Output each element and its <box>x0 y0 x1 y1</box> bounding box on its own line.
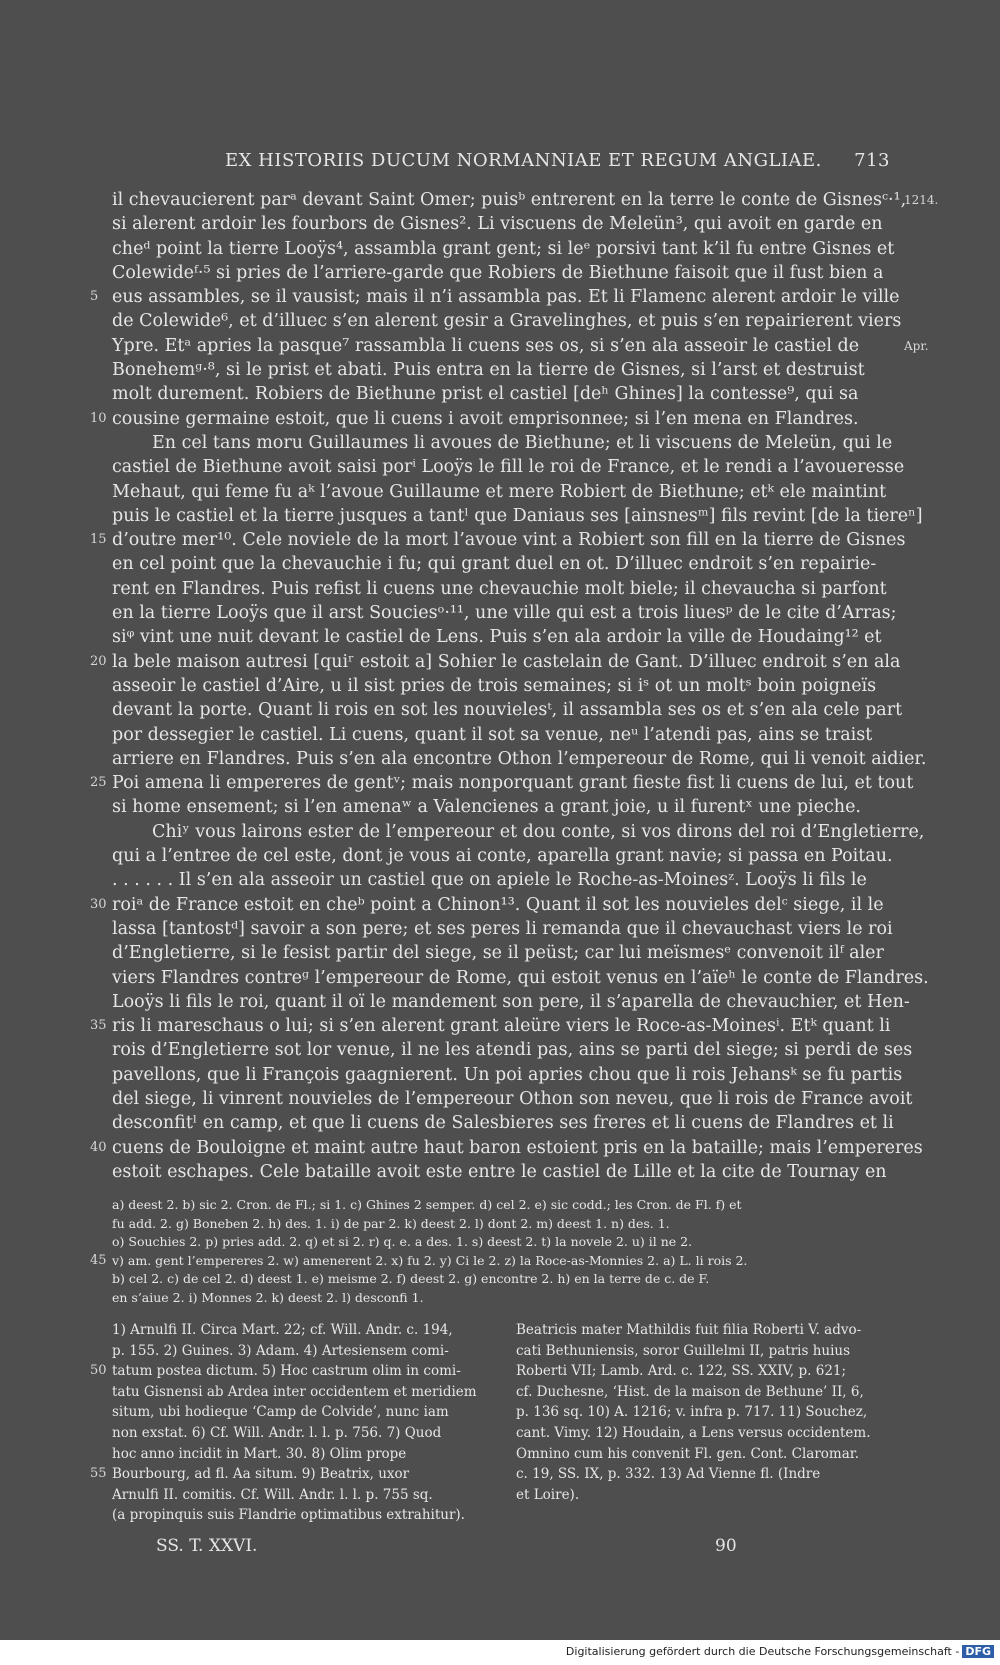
footnote-line <box>112 1320 502 1341</box>
text-line <box>112 723 900 747</box>
line-text: b) cel 2. c) de cel 2. d) deest 1. e) meisme 2. f) deest 2. g) encontre 2. h) en la terre de c. de F. <box>112 1271 710 1287</box>
variant-note-line <box>112 1196 902 1215</box>
footnote-line <box>112 1485 502 1506</box>
text-line <box>90 1014 900 1038</box>
text-line <box>90 650 901 674</box>
line-text: rois d’Engletierre sot lor venue, il ne les atendi pas, ains se parti del siege; si perdi de ses <box>112 1040 913 1061</box>
line-text: devant la porte. Quant li rois en sot les nouvielesᵗ, il assambla ses os et s’en ala cele part <box>112 700 903 721</box>
line-text: del siege, li vinrent nouvieles de l’empereour Othon son neveu, que li rois de France avoit <box>112 1088 913 1109</box>
text-line <box>112 480 900 504</box>
text-line <box>112 504 923 528</box>
text-line <box>112 820 925 844</box>
line-text: Bourbourg, ad fl. Aa situm. 9) Beatrix, uxor <box>112 1466 410 1483</box>
text-line <box>112 1160 900 1184</box>
text-line <box>112 212 900 236</box>
line-text: estoit eschapes. Cele bataille avoit este entre le castiel de Lille et la cite de Tournay en <box>112 1161 887 1182</box>
line-text: arriere en Flandres. Puis s’en ala encontre Othon l’empereour de Rome, qui li venoit aidier. <box>112 748 927 769</box>
footnote-line <box>112 1505 502 1526</box>
line-text: En cel tans moru Guillaumes li avoues de Biethune; et li viscuens de Meleün, qui le <box>152 432 893 453</box>
text-line <box>90 893 900 917</box>
text-line <box>112 1087 913 1111</box>
line-text: Poi amena li empereres de gentᵛ; mais nonporquant grant fieste fist li cuens de lui, et tout <box>112 773 914 794</box>
line-text: cheᵈ point la tierre Looÿs⁴, assambla grant gent; si leᵉ porsivi tant k’il fu entre Gisnes et <box>112 238 895 259</box>
line-number: 50 <box>90 1363 107 1379</box>
line-text: en la tierre Looÿs que il arst Souciesᵒ·¹¹, une ville qui est a trois liuesᵖ de le cite d’Arras; <box>112 603 897 624</box>
line-text: de Colewide⁶, et d’illuec s’en alerent gesir a Gravelinghes, et puis s’en repairierent viers <box>112 311 902 332</box>
footnote-line <box>516 1464 906 1485</box>
line-text: en s’aiue 2. i) Monnes 2. k) deest 2. l) desconfi 1. <box>112 1289 424 1305</box>
line-text: ris li mareschaus o lui; si s’en alerent grant aleüre viers le Roce-as-Moinesⁱ. Etᵏ quant li <box>112 1016 891 1037</box>
line-text: Chiʸ vous lairons ester de l’empereour et dou conte, si vos dirons del roi d’Engletierre, <box>152 821 925 842</box>
line-text: c. 19, SS. IX, p. 332. 13) Ad Vienne fl. (Indre <box>516 1466 821 1483</box>
text-line <box>90 285 900 309</box>
line-text: p. 136 sq. 10) A. 1216; v. infra p. 717. 11) Souchez, <box>516 1404 868 1421</box>
line-text: (a propinquis suis Flandrie optimatibus extrahitur). <box>112 1507 465 1524</box>
text-line <box>112 309 900 333</box>
line-text: Beatricis mater Mathildis fuit filia Roberti V. advo- <box>516 1322 862 1338</box>
line-text: Colewideᶠ·⁵ si pries de l’arriere-garde que Robiers de Biethune faisoit que il fust bien a <box>112 262 884 283</box>
text-line <box>112 625 900 649</box>
line-text: situm, ubi hodieque ‘Camp de Colvide’, nunc iam <box>112 1404 449 1421</box>
text-line <box>112 455 905 479</box>
line-number: 45 <box>90 1252 107 1268</box>
line-text: tatu Gisnensi ab Ardea inter occidentem et meridiem <box>112 1383 477 1400</box>
running-header <box>225 150 890 171</box>
line-text: non exstat. 6) Cf. Will. Andr. l. l. p. 756. 7) Quod <box>112 1424 442 1441</box>
variant-note-line <box>112 1215 902 1234</box>
text-line <box>112 844 900 868</box>
line-text: cousine germaine estoit, que li cuens i avoit emprisonnee; si l’en mena en Flandres. <box>112 408 859 429</box>
line-text: Mehaut, qui feme fu aᵏ l’avoue Guillaume et mere Robiert de Biethune; etᵏ ele maintint <box>112 481 887 502</box>
line-text: cati Bethuniensis, soror Guillelmi II, patris huius <box>516 1342 851 1359</box>
margin-date: 1214. <box>904 193 939 207</box>
line-number: 25 <box>90 775 107 791</box>
line-text: il chevaucierent parᵃ devant Saint Omer; puisᵇ entrerent en la terre le conte de Gisnesᶜ·¹, <box>112 190 907 210</box>
footnote-line <box>112 1382 502 1403</box>
text-line <box>112 552 900 576</box>
line-text: hoc anno incidit in Mart. 30. 8) Olim prope <box>112 1445 407 1462</box>
line-text: por dessegier le castiel. Li cuens, quant il sot sa venue, neᵘ l’atendi pas, ains se traist <box>112 724 873 745</box>
variant-note-line <box>112 1233 902 1252</box>
line-number: 5 <box>90 289 99 305</box>
line-text: cf. Duchesne, ‘Hist. de la maison de Bethune’ II, 6, <box>516 1383 864 1400</box>
line-text: et Loire). <box>516 1486 580 1503</box>
text-line <box>112 795 900 819</box>
text-line <box>90 407 900 431</box>
line-text: molt durement. Robiers de Biethune prist el castiel [deʰ Ghines] la contesse⁹, qui sa <box>112 384 859 405</box>
running-title: EX HISTORIIS DUCUM NORMANNIAE ET REGUM ANGLIAE. <box>225 150 822 171</box>
line-number: 10 <box>90 410 107 426</box>
margin-date: Apr. <box>904 338 929 353</box>
footnote-line <box>112 1341 502 1362</box>
text-line <box>112 698 903 722</box>
line-text: desconfitˡ en camp, et que li cuens de Salesbieres ses freres et li cuens de Flandres et li <box>112 1113 894 1134</box>
footnote-line <box>90 1361 502 1382</box>
footnote-line <box>112 1444 502 1465</box>
line-text: tatum postea dictum. 5) Hoc castrum olim in comi- <box>112 1363 461 1380</box>
text-line <box>112 747 927 771</box>
footnote-line <box>90 1464 502 1485</box>
text-line <box>112 601 900 625</box>
page-number: 713 <box>854 150 890 171</box>
line-number: 20 <box>90 653 107 669</box>
line-text: cant. Vimy. 12) Houdain, a Lens versus occidentem. <box>516 1424 871 1441</box>
text-line <box>112 966 929 990</box>
sheet-number: 90 <box>715 1536 737 1556</box>
line-text: . . . . . . Il s’en ala asseoir un castiel que on apiele le Roche-as-Moinesᶻ. Looÿs li fils le <box>112 870 867 891</box>
line-text: puis le castiel et la tierre jusques a tantˡ que Daniaus ses [ainsnesᵐ] fils revint [de la tiereⁿ] <box>112 505 923 526</box>
footnote-line <box>516 1485 906 1506</box>
text-line <box>112 1038 913 1062</box>
line-text: pavellons, que li François gaagnierent. Un poi apries chou que li rois Jehansᵏ se fu partis <box>112 1064 903 1085</box>
line-text: qui a l’entree de cel este, dont je vous ai conte, aparella grant navie; si passa en Poitau. <box>112 846 893 867</box>
line-text: eus assambles, se il vausist; mais il n’i assambla pas. Et li Flamenc alerent ardoir le ville <box>112 287 900 308</box>
text-line <box>112 1063 903 1087</box>
text-line <box>112 237 900 261</box>
line-text: Arnulfi II. comitis. Cf. Will. Andr. l. l. p. 755 sq. <box>112 1486 433 1503</box>
line-text: en cel point que la chevauchie i fu; qui grant duel en ot. D’illuec endroit s’en repairie- <box>112 554 877 575</box>
line-text: fu add. 2. g) Boneben 2. h) des. 1. i) de par 2. k) deest 2. l) dont 2. m) deest 1. n) des. 1. <box>112 1215 670 1231</box>
text-line <box>112 577 900 601</box>
variant-note-line <box>90 1252 902 1271</box>
line-number: 35 <box>90 1018 107 1034</box>
line-text: cuens de Bouloigne et maint autre haut baron estoient pris en la bataille; mais l’empereres <box>112 1137 923 1158</box>
line-text: v) am. gent l’empereres 2. w) amenerent 2. x) fu 2. y) Ci le 2. z) la Roce-as-Monnies 2. a) L. li rois 2. <box>112 1252 748 1268</box>
line-text: la bele maison autresi [quiʳ estoit a] Sohier le castelain de Gant. D’illuec endroit s’en ala <box>112 651 901 672</box>
text-line <box>112 868 900 892</box>
line-text: asseoir le castiel d’Aire, u il sist pries de trois semaines; si iˢ ot un moltˢ boin poigneïs <box>112 675 877 696</box>
text-line <box>112 1111 900 1135</box>
text-line <box>112 990 910 1014</box>
footnote-line <box>516 1320 906 1341</box>
footnote-line <box>112 1423 502 1444</box>
line-text: rent en Flandres. Puis refist li cuens une chevauchie molt biele; il chevaucha si parfont <box>112 578 887 599</box>
footnote-line <box>112 1402 502 1423</box>
line-text: Roberti VII; Lamb. Ard. c. 122, SS. XXIV, p. 621; <box>516 1363 847 1380</box>
text-line <box>112 382 900 406</box>
line-text: viers Flandres contreᵍ l’empereour de Rome, qui estoit venus en l’aïeʰ le conte de Flandres. <box>112 967 929 988</box>
text-line <box>112 188 939 212</box>
line-text: siᵠ vint une nuit devant le castiel de Lens. Puis s’en ala ardoir la ville de Houdaing¹² et <box>112 627 882 648</box>
line-text: Ypre. Etᵃ apries la pasque⁷ rassambla li cuens ses os, si s’en ala asseoir le castiel de <box>112 335 860 356</box>
line-text: d’outre mer¹⁰. Cele noviele de la mort l’avoue vint a Robiert son fill en la tierre de Gisnes <box>112 530 906 551</box>
footnote-line <box>516 1444 906 1465</box>
signature-mark: SS. T. XXVI. <box>156 1536 258 1556</box>
line-text: roiᵃ de France estoit en cheᵇ point a Chinon¹³. Quant il sot les nouvieles delᶜ siege, il le <box>112 894 884 915</box>
line-text: Looÿs li fils le roi, quant il oï le mandement son pere, il s’aparella de chevauchier, et Hen- <box>112 991 910 1012</box>
text-line <box>112 431 900 455</box>
line-text: Bonehemᵍ·⁸, si le prist et abati. Puis entra en la tierre de Gisnes, si l’arst et destruist <box>112 360 865 381</box>
line-text: si alerent ardoir les fourbors de Gisnes². Li viscuens de Meleün³, qui avoit en garde en <box>112 214 883 235</box>
line-text: 1) Arnulfi II. Circa Mart. 22; cf. Will. Andr. c. 194, <box>112 1322 453 1338</box>
text-line <box>112 917 900 941</box>
footnote-line <box>516 1382 906 1403</box>
footnote-line <box>516 1361 906 1382</box>
main-text <box>90 188 939 1184</box>
dfg-logo: DFG <box>962 1645 994 1658</box>
line-text: o) Souchies 2. p) pries add. 2. q) et si 2. r) q. e. a des. 1. s) deest 2. t) la novele 2. u) il ne 2. <box>112 1234 693 1250</box>
footnotes-right-column <box>516 1320 906 1505</box>
text-line <box>112 941 900 965</box>
footnotes-left-column <box>90 1320 502 1526</box>
variant-note-line <box>112 1289 902 1308</box>
line-text: Omnino cum his convenit Fl. gen. Cont. Claromar. <box>516 1445 860 1462</box>
line-text: p. 155. 2) Guines. 3) Adam. 4) Artesiensem comi- <box>112 1342 449 1359</box>
line-text: si home ensement; si l’en amenaʷ a Valencienes a grant joie, u il furentˣ une pieche. <box>112 797 861 818</box>
text-line <box>90 528 906 552</box>
line-number: 40 <box>90 1139 107 1155</box>
line-text: a) deest 2. b) sic 2. Cron. de Fl.; si 1. c) Ghines 2 semper. d) cel 2. e) sic codd.; les Cron. de Fl. f) et <box>112 1197 742 1212</box>
line-number: 30 <box>90 896 107 912</box>
footnote-line <box>516 1402 906 1423</box>
digitization-notice <box>566 1645 994 1658</box>
digitization-text: Digitalisierung gefördert durch die Deutsche Forschungsgemeinschaft - <box>565 1645 960 1658</box>
text-line <box>112 674 900 698</box>
line-text: d’Engletierre, si le fesist partir del siege, se il peüst; car lui meïsmesᵉ convenoit ilᶠ aler <box>112 943 884 964</box>
text-line <box>90 771 914 795</box>
line-number: 15 <box>90 532 107 548</box>
line-text: castiel de Biethune avoit saisi porⁱ Looÿs le fill le roi de France, et le rendi a l’avoueresse <box>112 457 905 478</box>
footnote-line <box>516 1423 906 1444</box>
footnote-line <box>516 1341 906 1362</box>
variant-notes <box>90 1196 902 1308</box>
text-line <box>112 358 900 382</box>
text-line <box>112 261 900 285</box>
variant-note-line <box>112 1270 902 1289</box>
text-line <box>90 1136 923 1160</box>
line-number: 55 <box>90 1466 107 1482</box>
line-text: lassa [tantostᵈ] savoir a son pere; et ses peres li remanda que il chevauchast viers le roi <box>112 918 893 939</box>
text-line <box>112 334 929 358</box>
